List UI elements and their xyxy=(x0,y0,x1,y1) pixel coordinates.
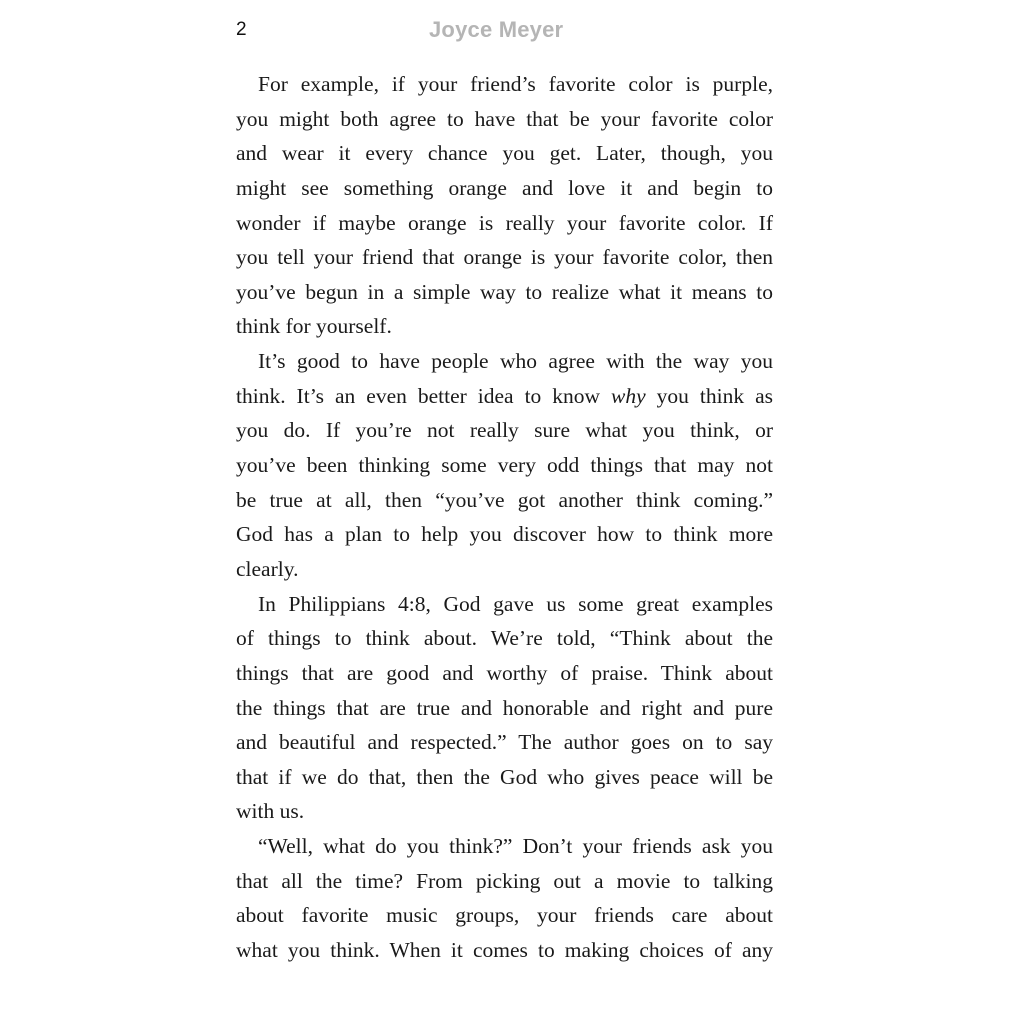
text-line: God has a plan to help you discover how to think more xyxy=(236,522,773,547)
text-line: you might both agree to have that be your favorite color xyxy=(236,106,773,131)
text-line: about favorite music groups, your friends care about xyxy=(236,903,773,928)
text-line: It’s good to have people who agree with the way you xyxy=(258,349,773,374)
text-line: of things to think about. We’re told, “Think about the xyxy=(236,626,773,651)
italic-emphasis: why xyxy=(611,383,646,408)
text-line: and wear it every chance you get. Later, though, you xyxy=(236,141,773,166)
text-line: you tell your friend that orange is your favorite color, then xyxy=(236,245,773,270)
text-line: wonder if maybe orange is really your favorite color. If xyxy=(236,210,773,235)
text-line: might see something orange and love it and begin to xyxy=(236,175,773,200)
text-line: what you think. When it comes to making choices of any xyxy=(236,938,773,963)
paragraph xyxy=(236,587,773,829)
text-line xyxy=(236,379,773,414)
text-line: that all the time? From picking out a movie to talking xyxy=(236,868,773,893)
text-line: For example, if your friend’s favorite color is purple, xyxy=(258,72,773,96)
text-line: that if we do that, then the God who gives peace will be xyxy=(236,764,773,789)
text-line: clearly. xyxy=(236,556,299,581)
text-line: be true at all, then “you’ve got another think coming.” xyxy=(236,487,773,512)
text-line: the things that are true and honorable and right and pure xyxy=(236,695,773,720)
text-line: you do. If you’re not really sure what you think, or xyxy=(236,418,773,443)
paragraph xyxy=(236,67,773,344)
text-line: In Philippians 4:8, God gave us some great examples xyxy=(258,591,773,616)
paragraph xyxy=(236,344,773,586)
body-text xyxy=(236,67,773,968)
text-line: “Well, what do you think?” Don’t your friends ask you xyxy=(258,834,773,859)
paragraph xyxy=(236,829,773,968)
author-name: Joyce Meyer xyxy=(429,17,564,42)
text-line: think for yourself. xyxy=(236,314,392,339)
text-line: with us. xyxy=(236,799,305,824)
text-line: you’ve begun in a simple way to realize what it means to xyxy=(236,279,773,304)
text-line: and beautiful and respected.” The author goes on to say xyxy=(236,730,773,755)
text-run: think. It’s an even better idea to know xyxy=(236,383,612,408)
text-line: you’ve been thinking some very odd things that may not xyxy=(236,453,773,478)
text-line: things that are good and worthy of praise. Think about xyxy=(236,660,773,685)
page-number: 2 xyxy=(236,19,247,40)
text-run: you think as xyxy=(645,383,773,408)
running-head xyxy=(0,14,1024,46)
